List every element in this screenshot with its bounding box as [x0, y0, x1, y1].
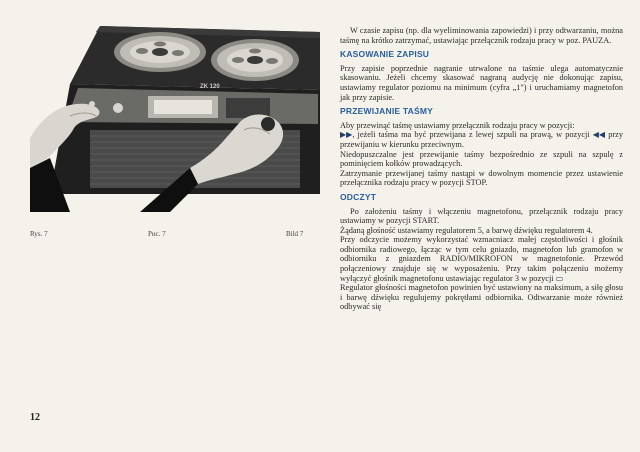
speaker-off-icon: ▭: [555, 273, 563, 283]
erase-paragraph: Przy zapisie poprzednie nagranie utrwalone na taśmie ulega automatycznie skasowaniu. Jeżeli chcemy skasować nagraną audycję nie dokonując zapisu, ustawiamy regulator poziomu na minimum (cyfra „1") i uruchamiamy magnetofon jak przy zapisie.: [340, 63, 623, 102]
caption-german: Bild 7: [286, 230, 304, 238]
section-heading-rewind: PRZEWIJANIE TAŚMY: [340, 106, 433, 117]
playback-p1: Po założeniu taśmy i włączeniu magnetofonu, przełącznik rodzaju pracy ustawiamy w pozycji START.: [340, 206, 623, 226]
rewind-icon: ◀◀: [592, 130, 606, 140]
playback-p4: Regulator głośności magnetofon powinien być ustawiony na maksimum, a siłę głosu i barwę dźwięku regulujemy pokrętłami odbiornika. Odtwarzanie może również odbywać się: [340, 283, 623, 312]
text-column: [340, 26, 623, 312]
fast-forward-icon: ▶▶: [340, 130, 353, 140]
section-heading-playback: ODCZYT: [340, 191, 377, 202]
rewind-warning: Niedopuszczalne jest przewijanie taśmy bezpośrednio ze szpuli na szpulę z pominięciem kołków prowadzących.: [340, 149, 623, 169]
right-reel-icon: [211, 39, 299, 81]
caption-russian: Рис. 7: [148, 230, 166, 238]
playback-p3-wrap: [340, 235, 623, 283]
rewind-symbols-paragraph: [340, 130, 623, 149]
rewind-text: przy przewijaniu w kierunku przeciwnym.: [340, 130, 623, 149]
fast-forward-text: , jeżeli taśma ma być przewijana z lewej szpuli na prawą, w pozycji: [352, 130, 590, 140]
rewind-stop: Zatrzymanie przewijanej taśmy nastąpi w dowolnym momencie przez ustawienie przełącznika rodzaju pracy w pozycji STOP.: [340, 168, 623, 188]
device-brand-label: ZK 120: [200, 84, 220, 90]
tape-recorder-illustration: [30, 18, 320, 212]
page-number: 12: [30, 412, 40, 423]
intro-paragraph: W czasie zapisu (np. dla wyeliminowania zapowiedzi) i przy odtwarzaniu, można taśmę na krótko zatrzymać, ustawiając przełącznik rodzaju pracy w poz. PAUZA.: [340, 26, 623, 45]
left-reel-icon: [114, 32, 206, 72]
playback-p3: Przy odczycie możemy wykorzystać wzmacniacz małej częstotliwości i głośnik odbiornika radiowego, łącząc w tym celu gniazdo, magnetofon lub gramofon w odbiorniku z gniazdem RADIO/MIKROFON w magnetofonie. Przewód połączeniowy znajduje się w wyposażeniu. Przy takim połączeniu możemy wyłączyć głośnik magnetofonu ustawiając regulator 3 w pozycji: [340, 235, 623, 283]
playback-p2: Żądaną głośność ustawiamy regulatorem 5, a barwę dźwięku regulatorem 4.: [340, 225, 593, 235]
caption-polish: Rys. 7: [30, 230, 48, 238]
tape-recorder-photo: [30, 18, 320, 212]
rewind-lead: Aby przewinąć taśmę ustawiamy przełącznik rodzaju pracy w pozycji:: [340, 120, 575, 130]
section-heading-erase: KASOWANIE ZAPISU: [340, 49, 430, 60]
